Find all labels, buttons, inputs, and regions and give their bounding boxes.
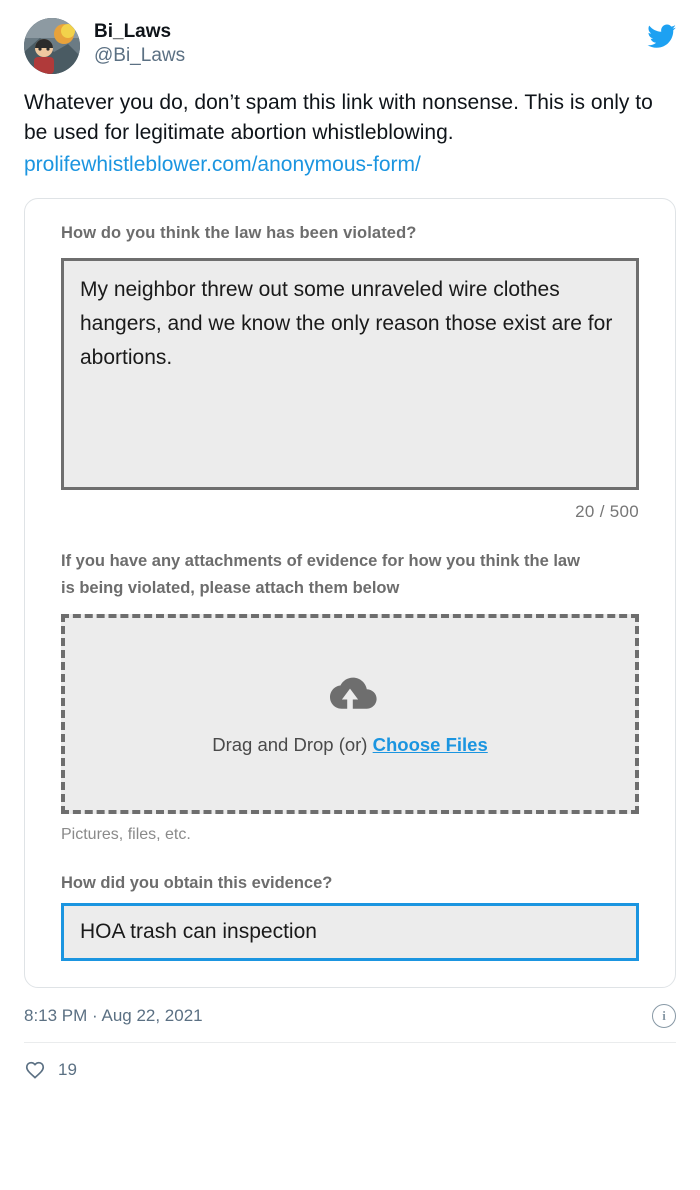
heart-icon <box>24 1059 46 1081</box>
like-count: 19 <box>58 1060 77 1079</box>
display-name: Bi_Laws <box>94 21 172 42</box>
drag-drop-label: Drag and Drop (or) <box>212 733 368 755</box>
tweet-meta-row <box>0 988 700 1042</box>
tweet-timestamp: 8:13 PM · Aug 22, 2021 <box>24 1006 203 1025</box>
violation-question-label: How do you think the law has been violated? <box>61 224 417 242</box>
author-names <box>94 18 185 68</box>
violation-textarea[interactable]: My neighbor threw out some unraveled wire clothes hangers, and we know the only reason those exist are for abortions. <box>61 258 639 490</box>
twitter-bird-icon <box>646 24 676 55</box>
tweet-text: Whatever you do, don’t spam this link with nonsense. This is only to be used for legitimate abortion whistleblowing. <box>24 91 653 144</box>
tweet-link[interactable]: prolifewhistleblower.com/anonymous-form/ <box>24 153 421 176</box>
embedded-form-screenshot <box>24 198 676 988</box>
tweet-actions <box>0 1043 700 1097</box>
choose-files-link[interactable]: Choose Files <box>372 733 488 755</box>
tweet-header <box>24 18 676 74</box>
attachment-hint: Pictures, files, etc. <box>61 826 191 843</box>
like-button[interactable] <box>24 1059 77 1081</box>
obtain-question-label: How did you obtain this evidence? <box>61 874 333 892</box>
info-icon[interactable]: i <box>652 1004 676 1028</box>
file-dropzone[interactable] <box>61 614 639 814</box>
avatar[interactable] <box>24 18 80 74</box>
character-counter: 20 / 500 <box>575 502 639 521</box>
handle: @Bi_Laws <box>94 45 186 66</box>
attachments-label: If you have any attachments of evidence for how you think the law is being violated, please attach them below <box>61 552 580 597</box>
avatar-image <box>24 18 80 74</box>
dropzone-text <box>212 734 488 756</box>
cloud-upload-icon <box>322 673 378 718</box>
obtain-evidence-input[interactable]: HOA trash can inspection <box>61 903 639 961</box>
